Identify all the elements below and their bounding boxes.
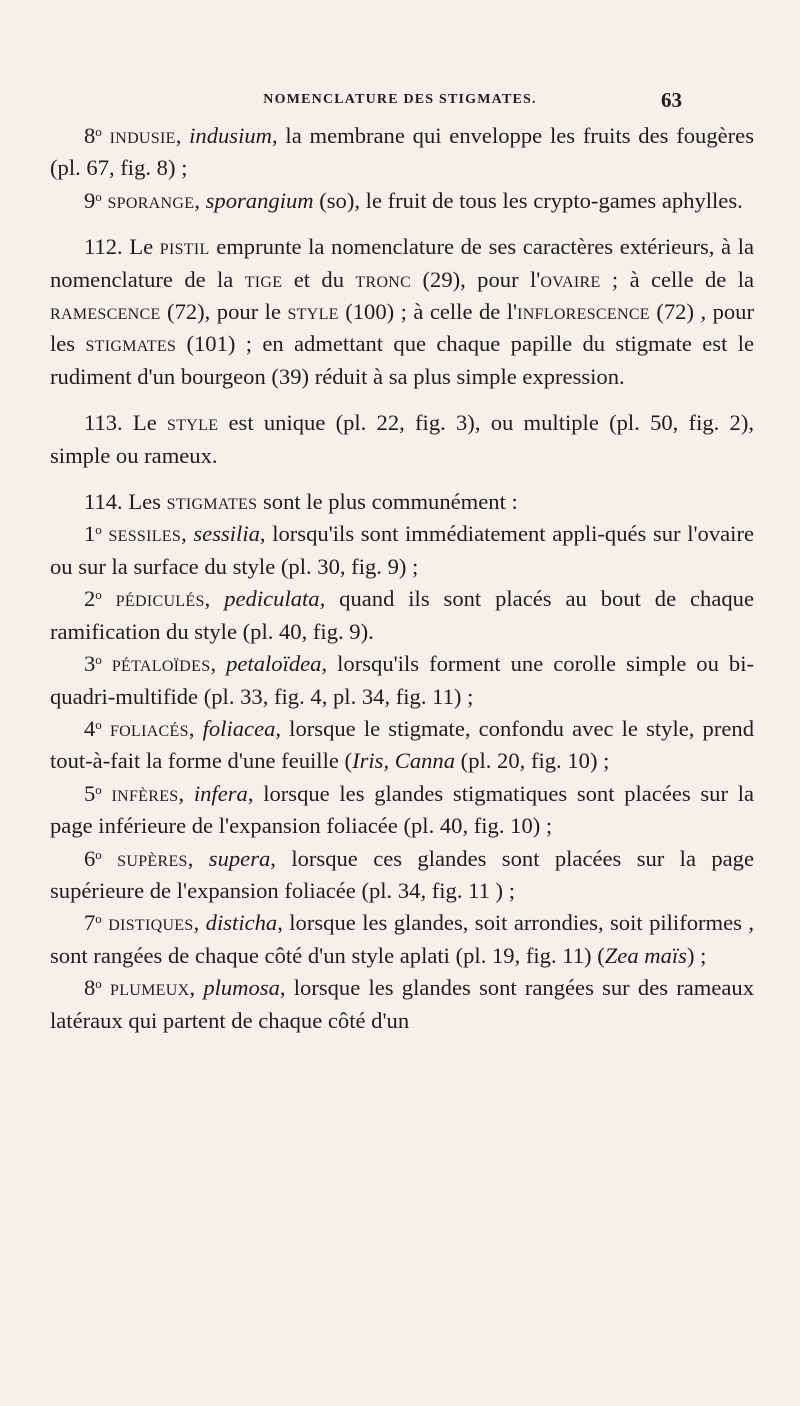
term-french: infères <box>111 780 179 806</box>
text: ; à celle de la <box>600 266 754 292</box>
term: stigmates <box>85 331 177 357</box>
list-item: 9$^o$ sporange, sporangium (so), le fruit de tous les crypto-games aphylles. <box>84 187 743 213</box>
item-ordinal: o <box>95 976 102 992</box>
term-latin: plumosa <box>203 975 280 1001</box>
paragraph-112 <box>50 231 754 393</box>
item-text: , lorsque ces glandes sont placées sur la page supérieure de l'expansion foliacée (pl. 34, fig. 11 ) ; <box>50 845 754 903</box>
list-item: 5$^o$ infères, infera, lorsque les glandes stigmatiques sont placées sur la page inférieure de l'expansion foliacée (pl. 40, fig. 10) ; <box>50 780 754 839</box>
term-french: distiques <box>108 910 194 936</box>
text: 114. Les <box>84 489 167 515</box>
term-french: plumeux <box>110 975 190 1001</box>
item-ordinal: o <box>95 911 102 927</box>
term: style <box>287 299 339 325</box>
term-french: pétaloïdes <box>111 651 211 677</box>
list-item: 6$^o$ supères, supera, lorsque ces glandes sont placées sur la page supérieure de l'expansion foliacée (pl. 34, fig. 11 ) ; <box>50 845 754 903</box>
item-text: , lorsque les glandes, soit arrondies, soit piliformes , sont rangées de chaque côté d'un style aplati (pl. 19, fig. 11) ( <box>50 910 754 968</box>
item-number: 7 <box>84 910 96 936</box>
term-latin: disticha <box>205 910 278 936</box>
term-french: supères <box>117 845 188 871</box>
running-title: NOMENCLATURE DES STIGMATES. <box>263 92 537 107</box>
term-french: sessiles <box>108 521 182 547</box>
item-number: 8 <box>84 975 96 1001</box>
item-number: 6 <box>84 845 96 871</box>
item-ordinal: o <box>95 522 102 538</box>
example-genera: Iris, Canna <box>352 748 456 774</box>
paragraph-114 <box>50 486 754 518</box>
term-latin: indusium <box>189 123 272 148</box>
term: inflorescence <box>517 299 650 325</box>
text: (29), pour l' <box>411 266 541 292</box>
item-number: 8 <box>84 123 96 148</box>
term-latin: infera <box>193 780 248 806</box>
list-item: 1$^o$ sessiles, sessilia, lorsqu'ils sont immédiatement appli-qués sur l'ovaire ou sur la surface du style (pl. 30, fig. 9) ; <box>50 521 754 579</box>
term-french: sporange <box>107 187 195 213</box>
term: pistil <box>159 234 210 260</box>
item-ordinal: o <box>95 587 102 603</box>
term-latin: sporangium <box>205 187 314 213</box>
term: style <box>167 410 219 436</box>
term-latin: sessilia <box>193 521 260 547</box>
item-text: ) ; <box>686 942 707 968</box>
example-genera: Zea maïs <box>604 942 687 968</box>
text: 113. Le <box>84 410 167 436</box>
item-text: , la membrane qui enveloppe les fruits des fougères (pl. 67, fig. 8) ; <box>50 123 755 181</box>
text: et du <box>282 266 356 292</box>
item-number: 5 <box>84 780 96 806</box>
item-ordinal: o <box>95 652 102 668</box>
item-ordinal: o <box>95 716 102 732</box>
running-head <box>0 88 800 118</box>
item-ordinal: o <box>95 124 102 139</box>
term-french: pédiculés <box>115 586 205 612</box>
text: sont le plus communément : <box>257 489 518 515</box>
list-item: 3$^o$ pétaloïdes, petaloïdea, lorsqu'ils forment une corolle simple ou bi-quadri-multifide (pl. 33, fig. 4, pl. 34, fig. 11) ; <box>50 651 754 709</box>
list-item: 8$^o$ plumeux, plumosa, lorsque les glandes sont rangées sur des rameaux latéraux qui partent de chaque côté d'un <box>50 975 754 1033</box>
item-text: , lorsque les glandes stigmatiques sont placées sur la page inférieure de l'expansion foliacée (pl. 40, fig. 10) ; <box>50 780 754 839</box>
term: tronc <box>355 266 412 292</box>
list-item: 8$^o$ indusie, indusium, la membrane qui enveloppe les fruits des fougères (pl. 67, fig. 8) ; <box>50 123 755 181</box>
item-ordinal: o <box>95 846 102 862</box>
item-text: , lorsque le stigmate, confondu avec le style, prend tout-à-fait la forme d'une feuille ( <box>50 715 755 774</box>
list-item: 2$^o$ pédiculés, pediculata, quand ils sont placés au bout de chaque ramification du style (pl. 40, fig. 9). <box>50 586 755 644</box>
term-latin: supera <box>208 845 271 871</box>
text: emprunte la nomenclature de ses caractères extérieurs, à la nomenclature de la <box>50 234 754 292</box>
term-latin: foliacea <box>202 715 276 741</box>
item-number: 9 <box>84 187 96 213</box>
text: (100) ; à celle de l' <box>338 299 518 325</box>
item-number: 2 <box>84 586 96 612</box>
item-number: 1 <box>84 521 96 547</box>
item-text: (pl. 20, fig. 10) ; <box>455 748 610 774</box>
text: (101) ; en admettant que chaque papille du stigmate est le rudiment d'un bourgeon (39) réduit à sa plus simple expression. <box>50 331 755 389</box>
body-text <box>50 120 754 1037</box>
term: ramescence <box>50 299 161 325</box>
term-latin: pediculata <box>224 586 320 612</box>
text: est unique (pl. 22, fig. 3), ou multiple (pl. 50, fig. 2), simple ou rameux. <box>50 410 754 468</box>
term-french: indusie <box>109 123 176 148</box>
term-french: foliacés <box>109 715 189 741</box>
term: ovaire <box>540 266 601 292</box>
item-ordinal: o <box>95 188 102 204</box>
item-text: , lorsque les glandes sont rangées sur des rameaux latéraux qui partent de chaque côté d'un <box>50 975 754 1033</box>
page-number: 63 <box>661 88 682 112</box>
item-ordinal: o <box>95 781 102 797</box>
item-text: (so), le fruit de tous les crypto-games aphylles. <box>313 187 743 213</box>
text: (72), pour le <box>160 299 288 325</box>
item-text: , lorsqu'ils forment une corolle simple ou bi-quadri-multifide (pl. 33, fig. 4, pl. 34, fig. 11) ; <box>50 651 754 709</box>
text: (72) , pour les <box>50 299 754 357</box>
term-latin: petaloïdea <box>226 651 322 677</box>
list-item: 4$^o$ foliacés, foliacea, lorsque le stigmate, confondu avec le style, prend tout-à-fait la forme d'une feuille (Iris, Canna (pl. 20, fig. 10) ; <box>50 715 755 774</box>
item-number: 4 <box>84 715 96 741</box>
item-text: , quand ils sont placés au bout de chaque ramification du style (pl. 40, fig. 9). <box>50 586 755 644</box>
text: 112. Le <box>84 234 160 260</box>
term: tige <box>244 266 283 292</box>
paragraph-113 <box>50 407 754 472</box>
list-item: 7$^o$ distiques, disticha, lorsque les glandes, soit arrondies, soit piliformes , sont rangées de chaque côté d'un style aplati (pl. 19, fig. 11) (Zea maïs) ; <box>50 910 754 968</box>
item-number: 3 <box>84 651 96 677</box>
term: stigmates <box>166 489 258 515</box>
item-text: , lorsqu'ils sont immédiatement appli-qués sur l'ovaire ou sur la surface du style (pl. 30, fig. 9) ; <box>50 521 754 579</box>
